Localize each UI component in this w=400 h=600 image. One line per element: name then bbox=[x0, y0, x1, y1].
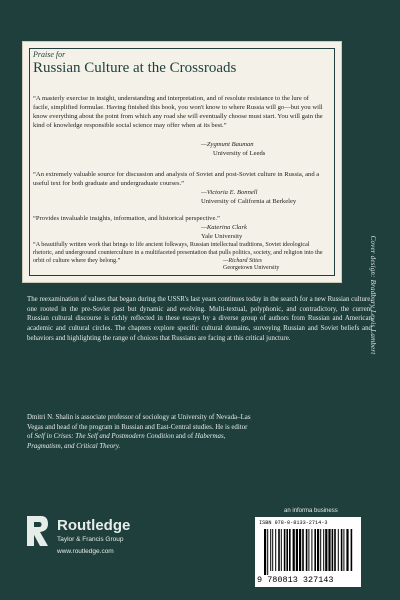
ean-number: 9 780813 327143 bbox=[257, 575, 334, 585]
barcode-bar bbox=[272, 529, 273, 571]
isbn-barcode bbox=[255, 517, 361, 587]
book-title-2: Habermas, Pragmatism, and Critical Theory. bbox=[27, 433, 226, 451]
barcode-bar bbox=[299, 529, 301, 571]
barcode-bar bbox=[270, 529, 271, 571]
barcode-bar bbox=[328, 529, 330, 571]
barcode-bar bbox=[317, 529, 319, 571]
barcode-bar bbox=[289, 529, 291, 571]
barcode-bar bbox=[267, 529, 268, 575]
barcode-bar bbox=[320, 529, 321, 571]
endorser-name: —Victoria E. Bonnell bbox=[201, 189, 258, 196]
endorser-affiliation: University of California at Berkeley bbox=[201, 198, 297, 205]
endorser-affiliation: Yale University bbox=[201, 233, 243, 240]
barcode-bar bbox=[275, 529, 276, 571]
barcode-bar bbox=[264, 529, 266, 575]
isbn-text: ISBN 978-0-8133-2714-3 bbox=[259, 520, 328, 526]
book-description: The reexamination of values that began during the USSR's last years continues today in the search for a new Russian culture, one rooted in the pre-Soviet past but dynamic and evolving. Multi-textual, polyphonic, and contradictory, the current Russian cultural discourse is richly reflected in these essays by a diverse group of authors from Russian and American academic and cultural circles. The chapters explore specific cultural domains, surveying Russian and Soviet beliefs and behaviors and highlighting the range of choices that Russians are facing at this critical juncture. bbox=[27, 296, 372, 342]
cover-design-credit-text: Cover design: Bradbury Lewis Lambert bbox=[369, 235, 377, 355]
endorsement-attribution bbox=[201, 188, 296, 206]
endorsement-quote: “A beautifully written work that brings to life ancient folkways, Russian intellectual traditions, Soviet ideological rhetoric, and underground counterculture in a multifaceted presentation that pulls politics, society, and religion into the orbit of culture where they belong.” bbox=[33, 242, 323, 264]
barcode-bar bbox=[306, 529, 308, 571]
endorser-name: —Zygmunt Bauman bbox=[201, 141, 254, 148]
book-title: Russian Culture at the Crossroads bbox=[33, 60, 237, 76]
endorsement-attribution bbox=[201, 140, 265, 158]
barcode-bar bbox=[343, 529, 344, 571]
endorsement-attribution bbox=[201, 223, 247, 241]
barcode-bar bbox=[286, 529, 288, 571]
barcode-bar bbox=[314, 529, 316, 571]
editor-bio-joiner: and of bbox=[175, 433, 194, 441]
barcode-bar bbox=[346, 529, 348, 571]
publisher-group: Taylor & Francis Group bbox=[57, 536, 124, 543]
barcode-bar bbox=[351, 529, 353, 571]
barcode-bar bbox=[325, 529, 327, 571]
barcode-bar bbox=[296, 529, 298, 571]
barcode-bar bbox=[278, 529, 280, 571]
publisher-logo bbox=[25, 514, 195, 574]
publisher-url: www.routledge.com bbox=[57, 548, 114, 555]
endorser-name: —Richard Stites bbox=[223, 258, 262, 264]
barcode-bar bbox=[311, 529, 312, 571]
endorser-name: —Katerina Clark bbox=[201, 224, 247, 231]
praise-heading: Praise for bbox=[33, 50, 66, 59]
barcode-bar bbox=[293, 529, 295, 571]
barcode-bar bbox=[308, 529, 309, 571]
endorsement-quote: “An extremely valuable source for discussion and analysis of Soviet and post-Soviet culture in Russia, and a useful text for both graduate and undergraduate courses.” bbox=[33, 171, 320, 187]
endorsement-attribution bbox=[223, 258, 279, 272]
editor-bio bbox=[27, 413, 252, 452]
endorsement-quote: “Provides invaluable insights, information, and historical perspective.” bbox=[33, 215, 220, 222]
endorsement-quote: “A masterly exercise in insight, understanding and interpretation, and of resolute resistance to the lure of facile, simplified formulae. Having finished this book, you won't know to where Russia will go—but you will know everything about the point from which any road she will eventually choose must start. You will gain the kind of knowledge responsible social science may offer when at its best.” bbox=[33, 95, 323, 129]
barcode-bars bbox=[263, 529, 355, 575]
endorser-affiliation: University of Leeds bbox=[213, 150, 266, 157]
editor-bio-text: Dmitri N. Shalin is associate professor of sociology at University of Nevada–Las Vegas and head of the program in Russian and East-Central studies. He is editor of bbox=[27, 414, 251, 441]
barcode-bar bbox=[323, 529, 324, 571]
barcode-bar bbox=[281, 529, 282, 571]
endorser-affiliation: Georgetown University bbox=[223, 265, 280, 271]
informa-label: an informa business bbox=[284, 508, 338, 514]
publisher-name: Routledge bbox=[57, 517, 131, 534]
praise-panel bbox=[23, 42, 341, 282]
barcode-bar bbox=[338, 529, 339, 571]
barcode-bar bbox=[302, 529, 304, 571]
book-title-1: Self in Crises: The Self and Postmodern Condition bbox=[34, 433, 175, 441]
routledge-r-icon bbox=[25, 514, 51, 548]
barcode-bar bbox=[334, 529, 336, 571]
barcode-bar bbox=[341, 529, 343, 571]
barcode-bar bbox=[332, 529, 334, 571]
barcode-bar bbox=[284, 529, 286, 571]
